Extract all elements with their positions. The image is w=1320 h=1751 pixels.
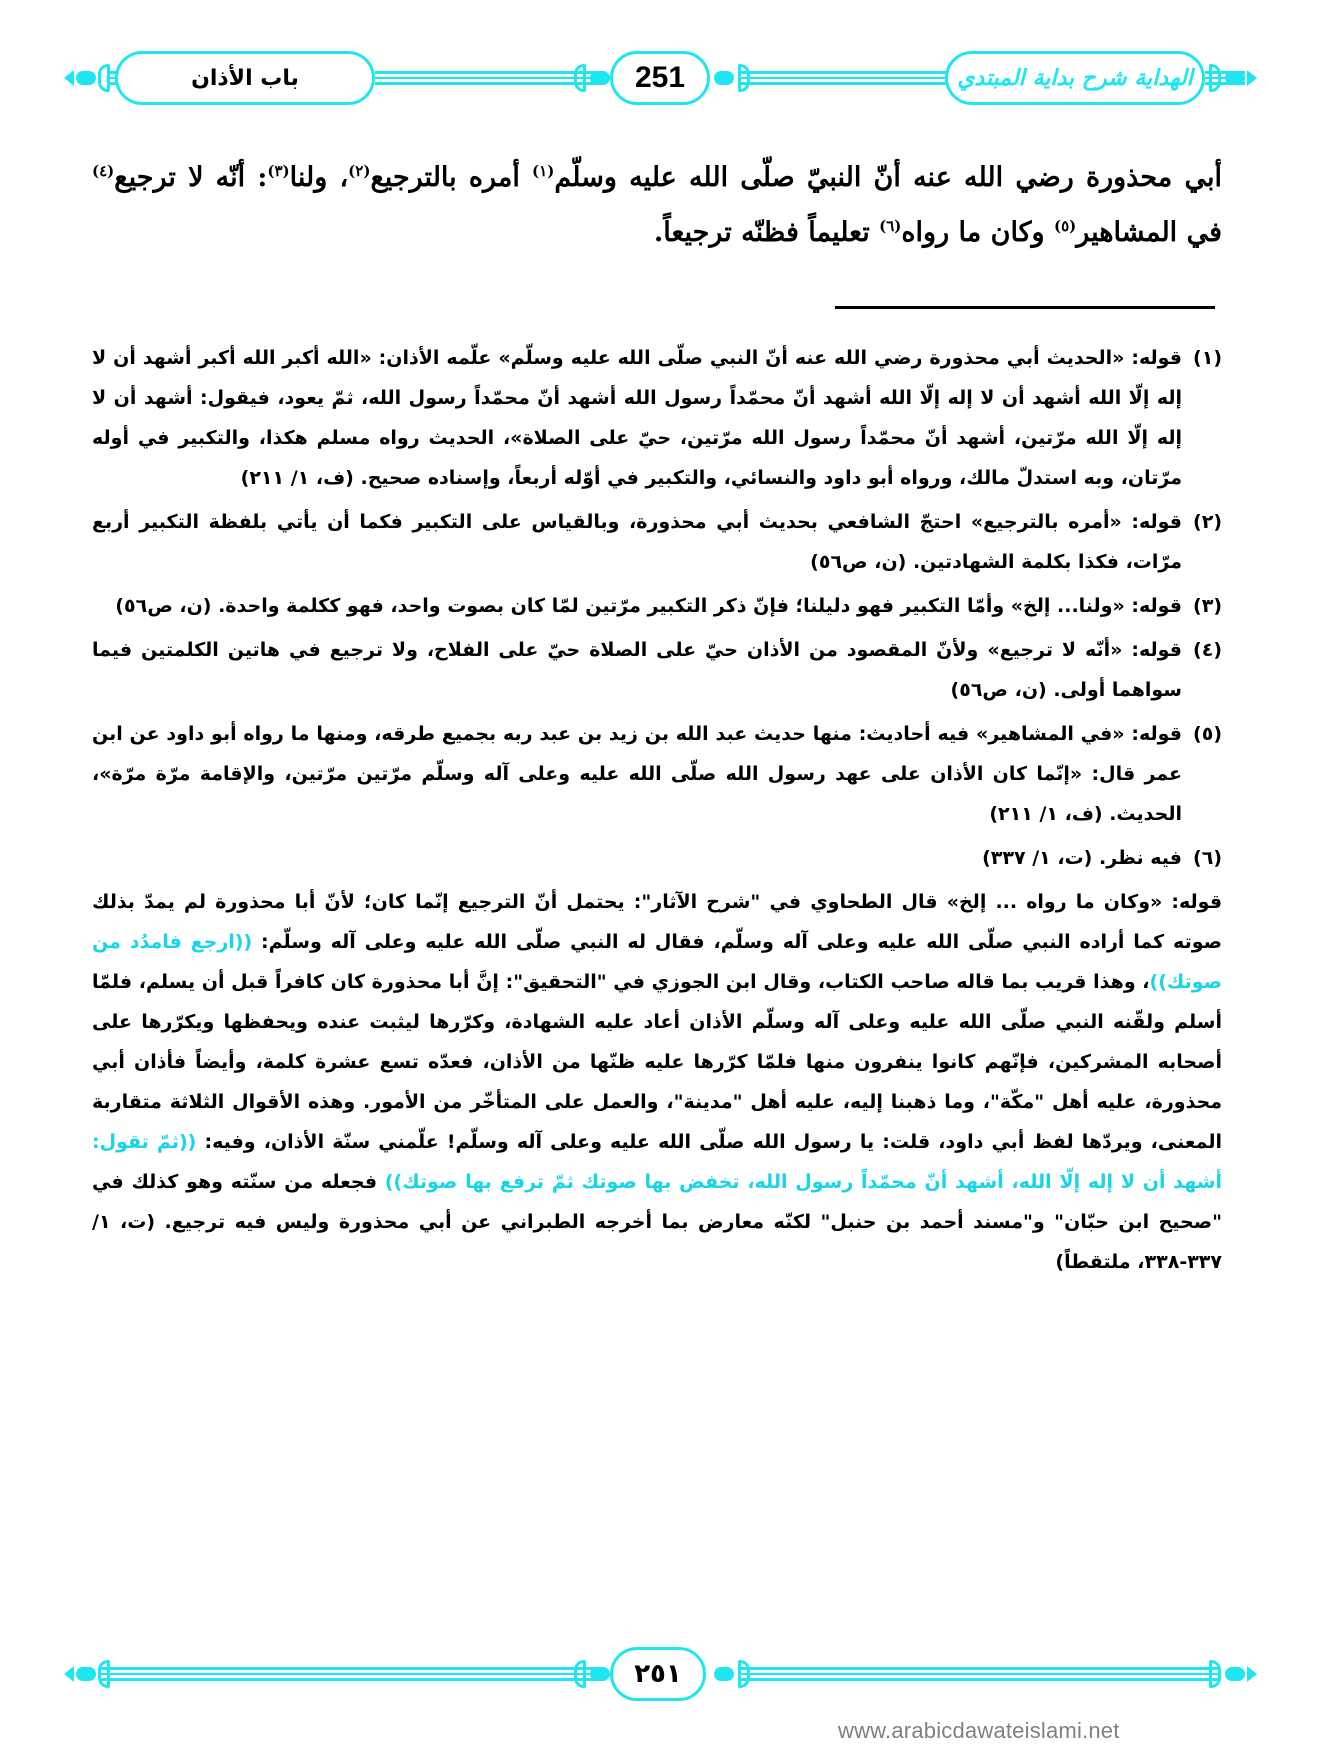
commentary-body: فجعله من سنّته وهو كذلك في "صحيح ابن حبّان" و"مسند أحمد بن حنبل" لكنّه معارض بما أخرجه الطبراني عن أبي محذورة وليس فيه ترجيع. (ت، ١/ ٣٣٧-٣٣٨، ملتقطاً)	[92, 1171, 1222, 1273]
footnote-heading: قوله: «ولنا... إلخ»	[1010, 595, 1182, 617]
footnote-heading: قوله: «في المشاهير»	[975, 723, 1182, 745]
main-text-segment: تعليماً فظنّه ترجيعاً.	[653, 217, 880, 248]
commentary	[92, 882, 1222, 1282]
footnote-ref-5[interactable]: (٥)	[1053, 217, 1077, 235]
footnote-body: احتجّ الشافعي بحديث أبي محذورة، وبالقياس على التكبير فكما أن يأتي بلفظة التكبير أربع مرّات، فكذا بكلمة الشهادتين. (ن، ص٥٦)	[92, 511, 1182, 573]
ornament-rail-center-left	[375, 71, 595, 85]
main-text	[92, 150, 1222, 260]
website-watermark: www.arabicdawateislami.net	[838, 1718, 1120, 1743]
footnote-ref-1[interactable]: (١)	[532, 162, 555, 180]
footnote-heading: قوله: «أنّه لا ترجيع»	[987, 639, 1182, 661]
footnote-number: (٢)	[1193, 511, 1222, 533]
ornament-right-cap	[1205, 64, 1257, 92]
page-number-arabic: ٢٥١	[634, 1659, 682, 1689]
footnote-number: (٤)	[1193, 639, 1222, 661]
main-text-segment: في المشاهير	[1076, 217, 1222, 248]
main-text-segment: وكان ما رواه	[901, 217, 1054, 248]
main-text-segment: أبي محذورة رضي الله عنه أنّ النبيّ صلّى الله عليه وسلّم	[554, 162, 1222, 193]
footnote-number: (٦)	[1193, 847, 1222, 869]
ornament-rail-center-right	[740, 71, 950, 85]
main-text-segment: ، ولنا	[289, 162, 349, 193]
footnote-number: (١)	[1193, 347, 1222, 369]
footnote-ref-4[interactable]: (٤)	[92, 162, 115, 180]
footnote-ref-6[interactable]: (٦)	[879, 217, 902, 235]
footnote-separator	[835, 306, 1215, 309]
ornament-right-cap	[1205, 1660, 1257, 1688]
ornament-left-cap	[64, 64, 116, 92]
footnote-4	[92, 630, 1222, 710]
page-number: 251	[634, 61, 686, 94]
footnote-body: ولأنّ المقصود من الأذان حيّ على الصلاة حيّ على الفلاح، ولا ترجيع في هاتين الكلمتين فيما سواهما أولى. (ن، ص٥٦)	[92, 639, 1182, 701]
page-number-frame	[610, 1647, 706, 1701]
footnote-heading: قوله: «الحديث أبي محذورة رضي الله عنه أنّ النبي صلّى الله عليه وسلّم»	[498, 347, 1182, 369]
hadith-quote-2: ((ثمّ تقول: أشهد أن لا إله إلّا الله، أشهد أنّ محمّداً رسول الله، تخفض بها صوتك ثمّ ترفع بها صوتك))	[92, 1131, 1222, 1193]
ornament-rail-left	[100, 1667, 600, 1681]
footnote-ref-2[interactable]: (٢)	[348, 162, 371, 180]
commentary-heading: قوله: «وكان ما رواه ... إلخ»	[946, 891, 1223, 913]
footnotes	[92, 338, 1222, 1286]
page-header	[0, 48, 1320, 108]
footnote-3	[92, 586, 1222, 626]
ornament-rail-right	[740, 1667, 1220, 1681]
main-text-segment: : أنّه لا ترجيع	[114, 162, 268, 193]
footnote-ref-3[interactable]: (٣)	[267, 162, 290, 180]
chapter-title: باب الأذان	[191, 65, 299, 91]
footnote-body: فيه نظر. (ت، ١/ ٣٣٧)	[982, 847, 1182, 869]
book-title-frame	[945, 51, 1205, 105]
footnote-1	[92, 338, 1222, 498]
footnote-heading: قوله: «أمره بالترجيع»	[970, 511, 1183, 533]
footnote-5	[92, 714, 1222, 834]
hadith-quote-1: ((ارجع فامدُد من صوتك))	[92, 931, 1222, 993]
footnote-number: (٣)	[1193, 595, 1222, 617]
commentary-body: قال الطحاوي في "شرح الآثار": يحتمل أنّ الترجيع إنّما كان؛ لأنّ أبا محذورة لم يمدّ بذلك صوته كما أراده النبي صلّى الله عليه وعلى آله وسلّم، فقال له النبي صلّى الله عليه وعلى آله وسلّم:	[92, 891, 1222, 953]
footnote-2	[92, 502, 1222, 582]
page-footer	[0, 1644, 1320, 1704]
commentary-body: ، وهذا قريب بما قاله صاحب الكتاب، وقال ابن الجوزي في "التحقيق": إنَّ أبا محذورة كان كافراً قبل أن يسلم، فلمّا أسلم ولقّنه النبي صلّى الله عليه وعلى آله وسلّم الأذان أعاد عليه الشهادة، وكرّرها ليثبت عنده ويحفظها ويكرّرها على أصحابه المشركين، فإنّهم كانوا ينفرون منها فلمّا كرّرها عليه ظنّها من الأذان، فعدّه تسع عشرة كلمة، وأيضاً فأذان أبي محذورة، عليه أهل "مكّة"، وما ذهبنا إليه، عليه أهل "مدينة"، والعمل على المتأخّر من الأمور. وهذه الأقوال الثلاثة متقاربة المعنى، ويردّها لفظ أبي داود، قلت: يا رسول الله صلّى الله عليه وعلى آله وسلّم! علّمني سنّة الأذان، وفيه:	[92, 971, 1222, 1153]
footnote-6	[92, 838, 1222, 878]
book-title-logo: الهداية شرح بداية المبتدي	[957, 65, 1193, 91]
page-number-frame	[610, 51, 710, 105]
footnote-body: وأمّا التكبير فهو دليلنا؛ فإنّ ذكر التكبير مرّتين لمّا كان بصوت واحد، فهو ككلمة واحدة. (ن، ص٥٦)	[115, 595, 1011, 617]
footnote-body: علّمه الأذان: «الله أكبر الله أكبر أشهد أن لا إله إلّا الله أشهد أن لا إله إلّا الله أشهد أنّ محمّداً رسول الله أشهد أنّ محمّداً رسول الله، ثمّ يعود، فيقول: أشهد أن لا إله إلّا الله مرّتين، أشهد أنّ محمّداً رسول الله مرّتين، حيّ على الصلاة»، الحديث رواه مسلم هكذا، والتكبير في أوله مرّتان، وبه استدلّ مالك، ورواه أبو داود والنسائي، والتكبير في أوّله أربعاً، وإسناده صحيح. (ف، ١/ ٢١١)	[92, 347, 1182, 489]
chapter-title-frame	[115, 51, 375, 105]
footnote-number: (٥)	[1193, 723, 1222, 745]
main-text-segment: أمره بالترجيع	[370, 162, 533, 193]
footnote-body: فيه أحاديث: منها حديث عبد الله بن زيد بن عبد ربه بجميع طرقه، ومنها ما رواه أبو داود عن ابن عمر قال: «إنّما كان الأذان على عهد رسول الله صلّى الله عليه وعلى آله وسلّم مرّتين مرّتين، والإقامة مرّة مرّة»، الحديث. (ف، ١/ ٢١١)	[92, 723, 1182, 825]
